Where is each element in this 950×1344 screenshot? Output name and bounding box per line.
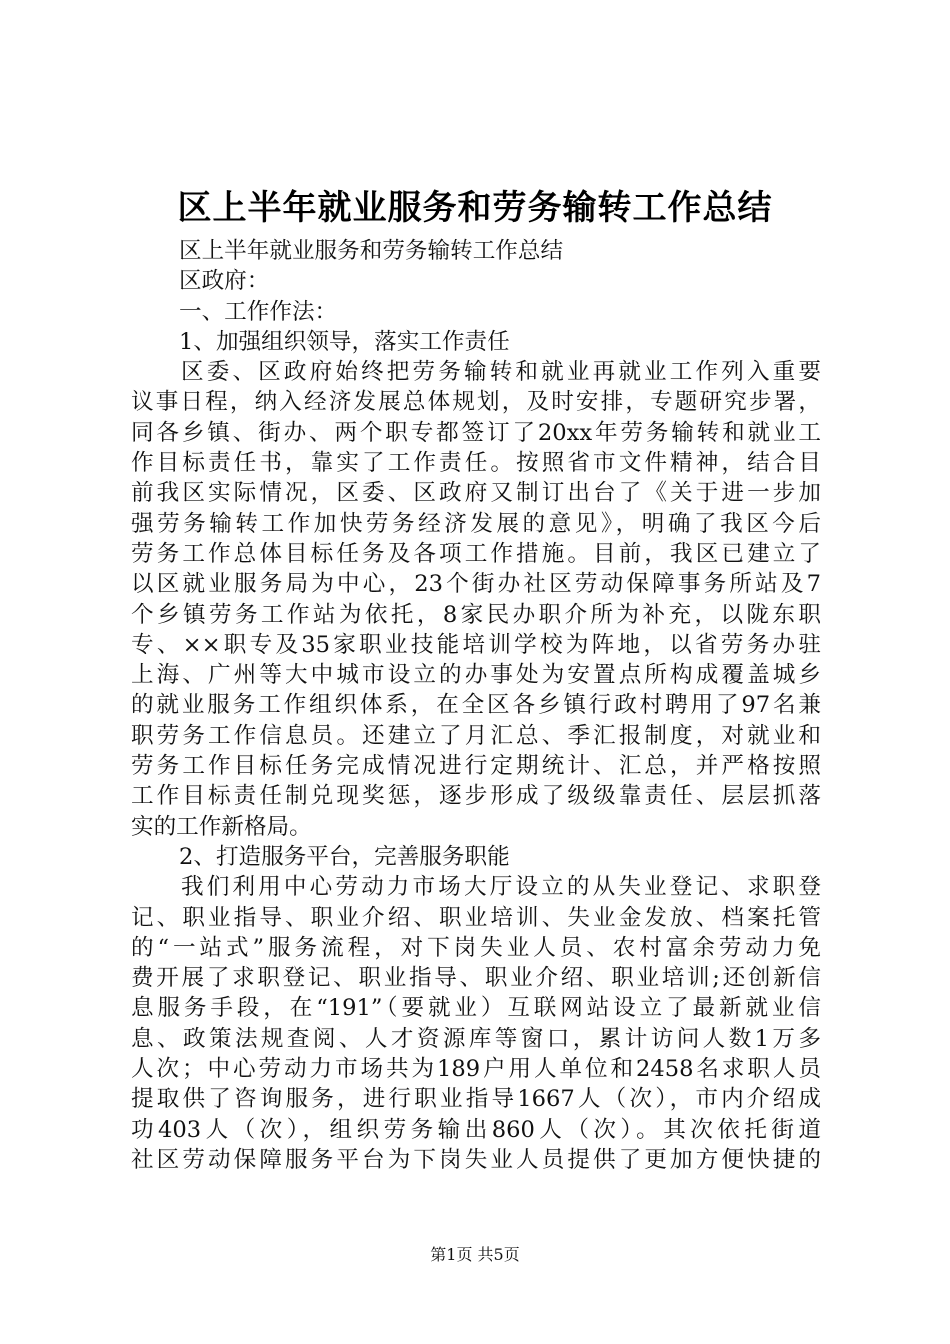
body-line: 实的工作新格局。: [131, 813, 312, 840]
body-line: 前我区实际情况，区委、区政府又制订出台了《关于进一步加: [131, 480, 821, 507]
body-line: 息服务手段，在“191”（要就业）互联网站设立了最新就业信: [131, 995, 821, 1022]
body-line: 同各乡镇、街办、两个职专都签订了20xx年劳务输转和就业工: [131, 419, 821, 446]
body-line: 劳务工作总体目标任务及各项工作措施。目前，我区已建立了: [131, 540, 821, 567]
body-line: 上海、广州等大中城市设立的办事处为安置点所构成覆盖城乡: [131, 662, 821, 689]
document-title: 区上半年就业服务和劳务输转工作总结: [177, 188, 773, 228]
body-line: 强劳务输转工作加快劳务经济发展的意见》，明确了我区今后: [131, 510, 821, 537]
document-body: [131, 236, 821, 1175]
body-line: 个乡镇劳务工作站为依托，8家民办职介所为补充，以陇东职: [131, 601, 821, 628]
body-line: 息、政策法规查阅、人才资源库等窗口，累计访问人数1万多: [131, 1025, 821, 1052]
page-number: 第1页 共5页: [430, 1245, 520, 1264]
body-line: 1、加强组织领导，落实工作责任: [179, 328, 510, 355]
body-line: 的“一站式”服务流程，对下岗失业人员、农村富余劳动力免: [131, 934, 821, 961]
body-line: 工作目标责任制兑现奖惩，逐步形成了级级靠责任、层层抓落: [131, 783, 821, 810]
body-line: 作目标责任书，靠实了工作责任。按照省市文件精神，结合目: [131, 450, 821, 477]
body-line: 的就业服务工作组织体系，在全区各乡镇行政村聘用了97名兼: [131, 692, 821, 719]
body-line: 一、工作作法：: [179, 298, 338, 325]
body-line: 社区劳动保障服务平台为下岗失业人员提供了更加方便快捷的: [131, 1146, 821, 1173]
body-line: 职劳务工作信息员。还建立了月汇总、季汇报制度，对就业和: [131, 722, 821, 749]
body-line: 区政府：: [179, 268, 270, 295]
body-line: 区委、区政府始终把劳务输转和就业再就业工作列入重要: [181, 359, 821, 386]
body-line: 区上半年就业服务和劳务输转工作总结: [179, 238, 564, 264]
body-line: 专、××职专及35家职业技能培训学校为阵地，以省劳务办驻: [131, 631, 821, 658]
body-line: 记、职业指导、职业介绍、职业培训、失业金发放、档案托管: [131, 904, 821, 931]
body-line: 提取供了咨询服务，进行职业指导1667人（次），市内介绍成: [131, 1086, 821, 1113]
body-line: 人次；中心劳动力市场共为189户用人单位和2458名求职人员: [131, 1056, 821, 1083]
body-line: 以区就业服务局为中心，23个街办社区劳动保障事务所站及7: [131, 571, 821, 598]
body-line: 议事日程，纳入经济发展总体规划，及时安排，专题研究步署，: [131, 389, 821, 416]
body-line: 费开展了求职登记、职业指导、职业介绍、职业培训;还创新信: [131, 965, 821, 992]
body-line: 劳务工作目标任务完成情况进行定期统计、汇总，并严格按照: [131, 753, 821, 780]
body-line: 功403人（次），组织劳务输出860人（次）。其次依托街道: [131, 1116, 821, 1143]
body-line: 我们利用中心劳动力市场大厅设立的从失业登记、求职登: [181, 874, 821, 901]
body-line: 2、打造服务平台，完善服务职能: [179, 843, 510, 870]
